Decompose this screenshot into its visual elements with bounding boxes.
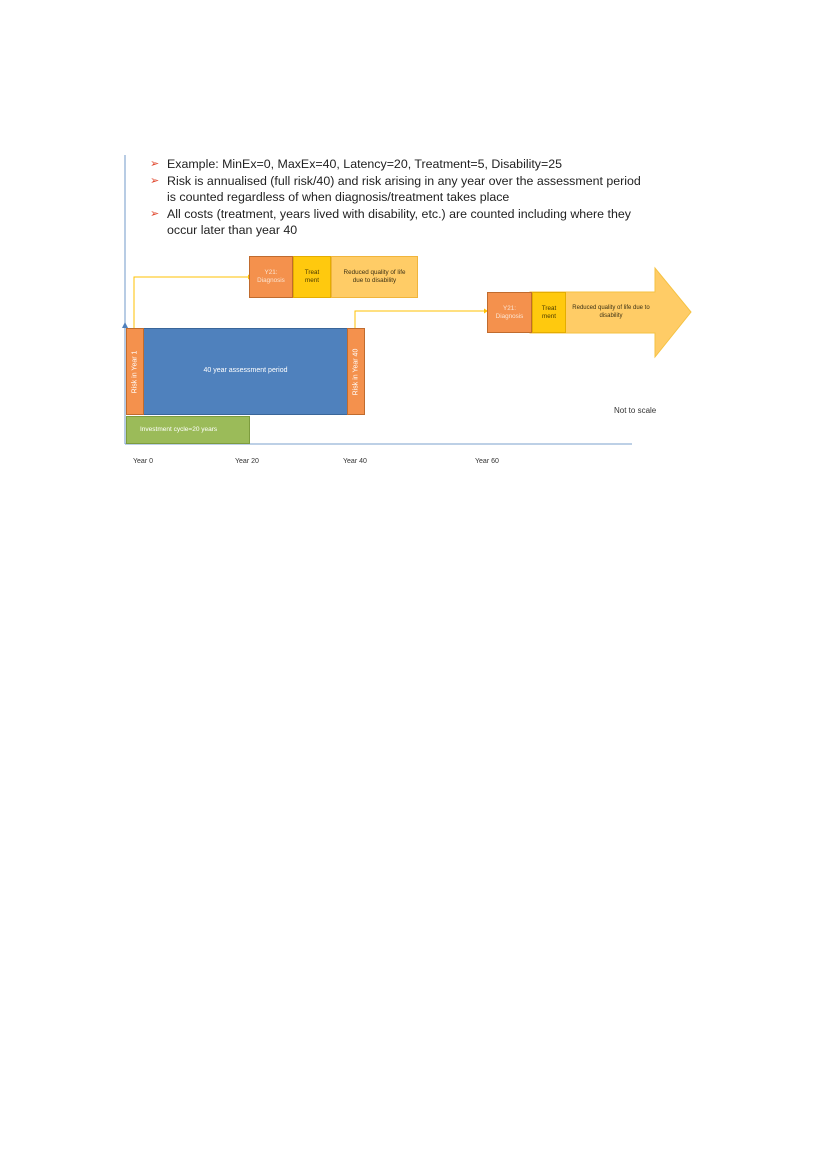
risk-year-1-box [126,328,144,415]
top-disability-label: Reduced quality of life due to disability [343,269,406,284]
right-disability-label-area [566,292,656,333]
risk-year-1-label: Risk in Year 1 [131,350,138,393]
axis-label-year-0: Year 0 [133,458,153,465]
top-treatment-label: Treat ment [304,269,320,284]
assessment-period-box [143,328,348,415]
top-treatment-box [293,256,331,298]
right-diagnosis-box [487,292,532,333]
axis-label-year-20: Year 20 [235,458,259,465]
connector-to-right-diagnosis [355,311,484,328]
right-treatment-label: Treat ment [541,304,557,320]
right-diagnosis-label: Y21: Diagnosis [495,304,524,320]
bullet-text: Example: MinEx=0, MaxEx=40, Latency=20, Treatment=5, Disability=25 [167,157,562,171]
top-diagnosis-box [249,256,293,298]
risk-year-40-label: Risk in Year 40 [352,348,360,395]
connector-to-top-diagnosis [134,277,248,328]
bullet-text: Risk is annualised (full risk/40) and risk arising in any year over the assessment period is counted regardless of when diagnosis/treatment takes place [167,173,641,204]
top-disability-box [331,256,418,298]
top-diagnosis-label: Y21: Diagnosis [257,269,285,284]
not-to-scale-note: Not to scale [614,406,657,415]
arrow-bullet-icon: ➢ [150,207,160,220]
assessment-period-label: 40 year assessment period [203,367,288,374]
arrow-bullet-icon: ➢ [150,174,160,187]
investment-cycle-box [126,416,250,444]
axis-label-year-60: Year 60 [475,458,499,465]
bullet-text: All costs (treatment, years lived with disability, etc.) are counted including where they occur later than year 40 [167,206,631,237]
axis-label-year-40: Year 40 [343,458,367,465]
risk-year-40-box [347,328,365,415]
right-disability-label: Reduced quality of life due to disability [572,305,650,319]
arrow-bullet-icon: ➢ [150,158,160,170]
investment-cycle-label: Investment cycle=20 years [140,426,218,433]
right-treatment-box [532,292,566,333]
